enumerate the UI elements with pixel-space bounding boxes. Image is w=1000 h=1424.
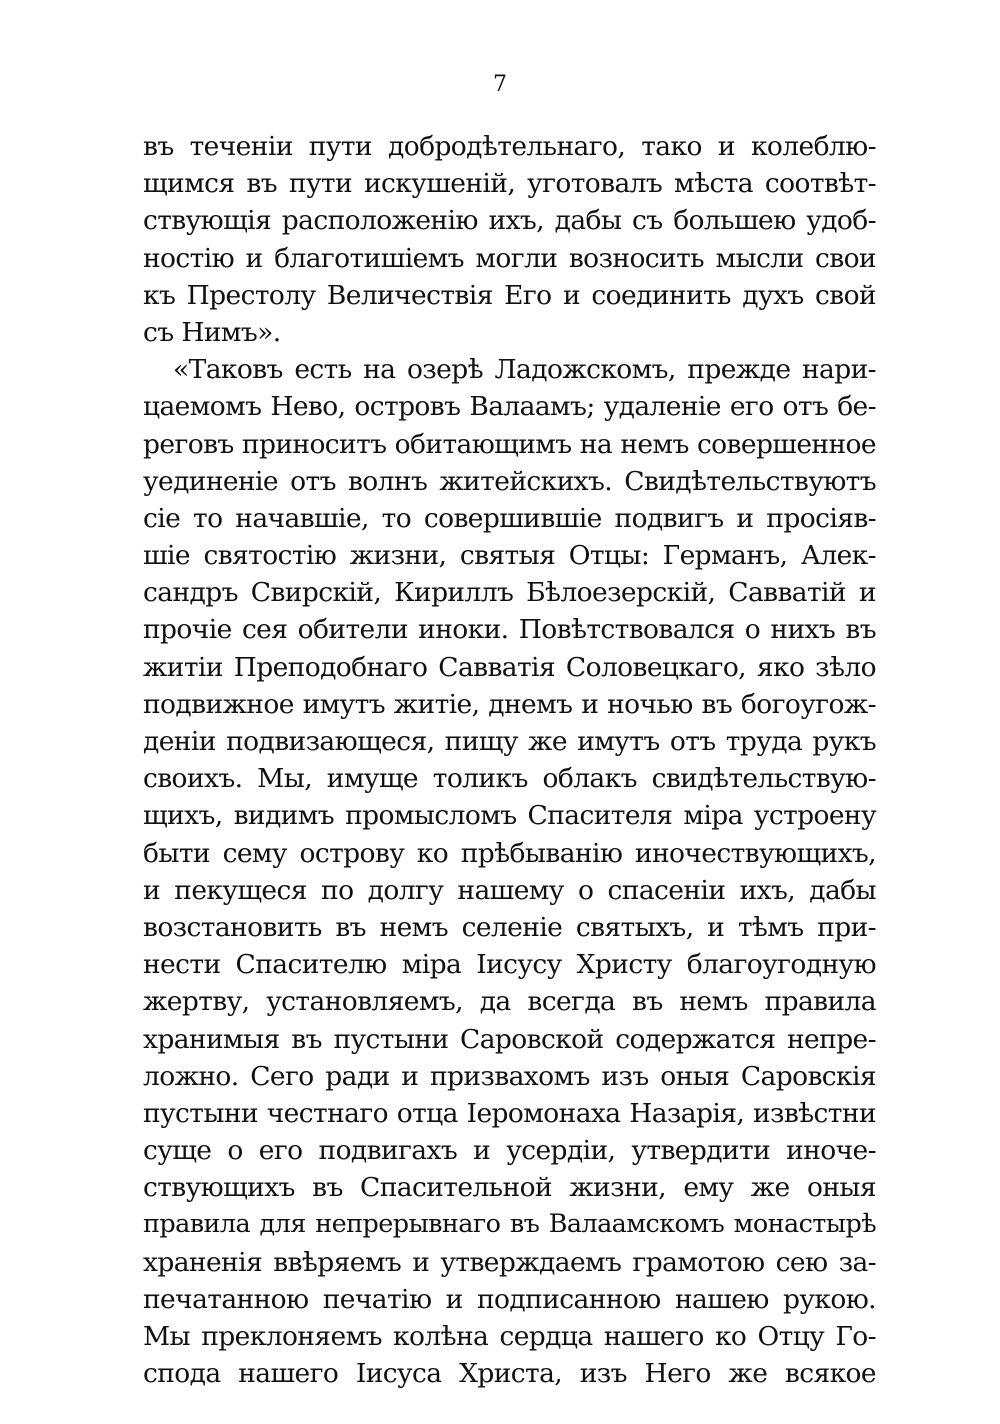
text-line: щихъ, видимъ промысломъ Спасителя міра устроену: [143, 800, 876, 832]
text-line: къ Престолу Величествія Его и соединить духъ свой: [143, 279, 876, 311]
text-line: житіи Преподобнаго Савватія Соловецкаго, яко зѣло: [143, 651, 876, 683]
text-line: ностію и благотишіемъ могли возносить мысли свои: [143, 242, 876, 274]
text-line: деніи подвизающеся, пищу же имутъ отъ труда рукъ: [143, 726, 876, 757]
paragraph-start: «Таковъ есть на озерѣ Ладожскомъ, прежде нари-: [173, 354, 876, 386]
text-line: печатанною печатію и подписанною нашею рукою.: [143, 1283, 876, 1315]
text-line: ствующихъ въ Спасительной жизни, ему же оныя: [143, 1172, 876, 1204]
text-line: и пекущеся по долгу нашему о спасеніи ихъ, дабы: [143, 874, 876, 906]
text-line: ствующія расположенію ихъ, дабы съ большею удоб-: [143, 205, 876, 237]
text-line: прочіе сея обители иноки. Повѣтствовался о нихъ въ: [143, 614, 876, 646]
text-line: храненія ввѣряемъ и утверждаемъ грамотою сею за-: [143, 1246, 876, 1278]
text-line: быти сему острову ко прѣбыванію иночествующихъ,: [143, 837, 876, 869]
text-line: своихъ. Мы, имуще толикъ облакъ свидѣтельствую-: [143, 763, 876, 795]
text-line: щимся въ пути искушеній, уготовалъ мѣста соотвѣт-: [143, 168, 876, 200]
text-line: суще о его подвигахъ и усердіи, утвердити иноче-: [143, 1135, 876, 1167]
text-line: реговъ приноситъ обитающимъ на немъ совершенное: [143, 428, 876, 460]
text-line: спода нашего Іисуса Христа, изъ Него же всякое: [143, 1358, 876, 1390]
text-line: ложно. Сего ради и призвахомъ изъ оныя Саровскія: [143, 1060, 876, 1092]
text-line: шіе святостію жизни, святыя Отцы: Германъ, Алек-: [143, 540, 876, 572]
text-line: подвижное имутъ житіе, днемъ и ночью въ богоугож-: [143, 688, 876, 720]
text-line: сіе то начавшіе, то совершившіе подвигъ и просіяв-: [143, 502, 876, 534]
text-line: уединеніе отъ волнъ житейскихъ. Свидѣтельствуютъ: [143, 465, 876, 497]
text-line: правила для непрерывнаго въ Валаамскомъ монастырѣ: [143, 1209, 876, 1240]
page-number: 7: [493, 72, 507, 97]
text-line: Мы преклоняемъ колѣна сердца нашего ко Отцу Го-: [143, 1321, 876, 1352]
text-line: возстановить въ немъ селеніе святыхъ, и тѣмъ при-: [143, 911, 876, 943]
body-text: [143, 128, 876, 1392]
text-line: жертву, установляемъ, да всегда въ немъ правила: [143, 986, 876, 1018]
text-line: сандръ Свирскій, Кириллъ Бѣлоезерскій, Савватій и: [143, 577, 876, 609]
text-line: съ Нимъ».: [143, 316, 281, 348]
text-line: въ теченіи пути добродѣтельнаго, тако и колеблю-: [143, 131, 876, 162]
text-line: пустыни честнаго отца Іеромонаха Назарія, извѣстни: [143, 1097, 876, 1129]
text-line: хранимыя въ пустыни Саровской содержатся непре-: [143, 1023, 876, 1055]
text-line: цаемомъ Нево, островъ Валаамъ; удаленіе его отъ бе-: [143, 391, 876, 423]
text-line: нести Спасителю міра Іисусу Христу благоугодную: [143, 949, 876, 981]
